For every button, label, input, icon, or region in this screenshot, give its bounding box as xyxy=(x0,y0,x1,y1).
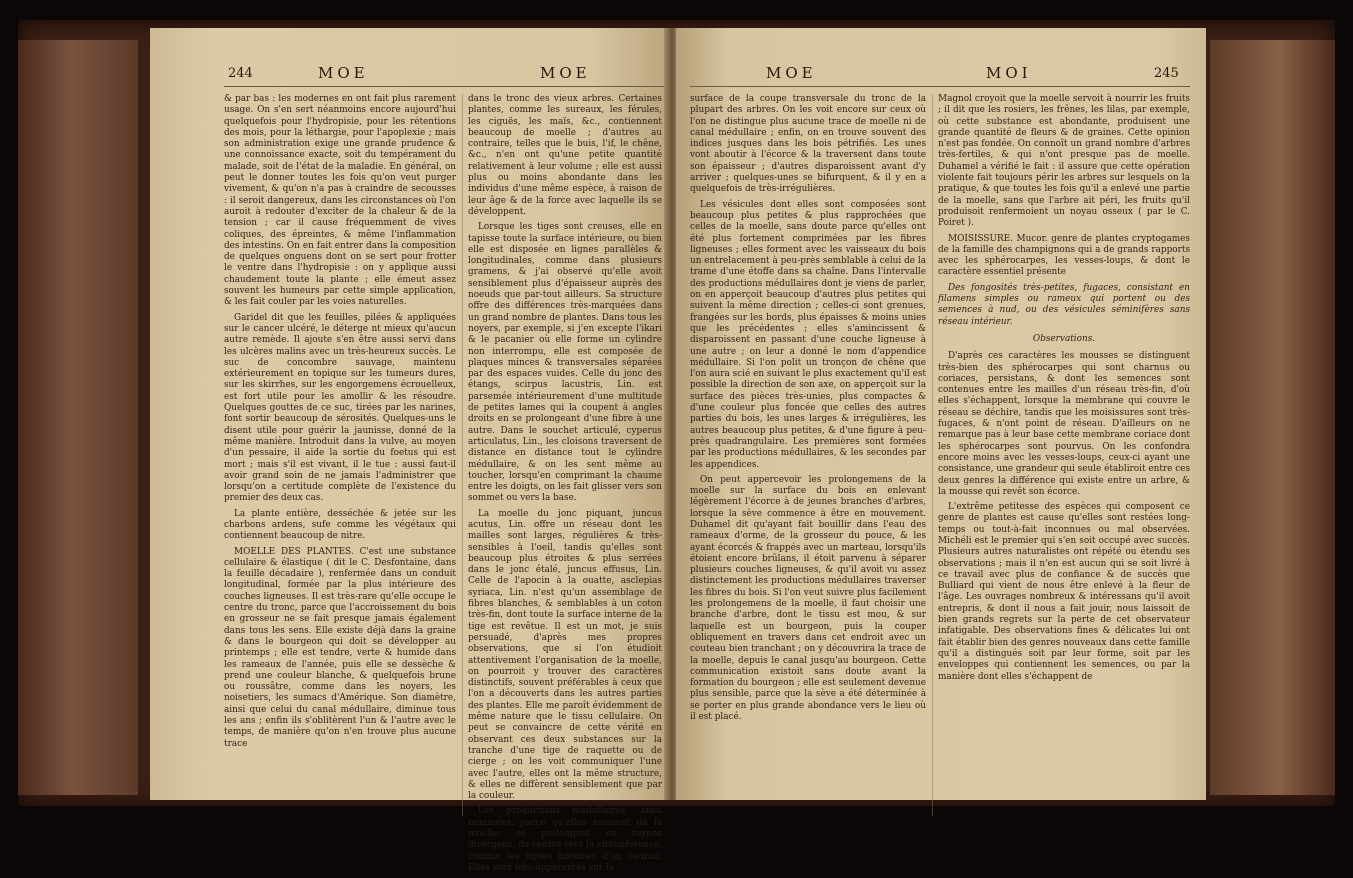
page-edges-right xyxy=(1210,40,1335,795)
paragraph: & par bas : les modernes en ont fait plus rarement usage. On s'en sert néanmoins encore aujourd'hui quelquefois pour l'hydropisie, pour les rétentions des mois, pour la léthargie, pour l'apoplexie ; mais son administration exige une grande prudence & une connoissance exacte, soit du tempérament du malade, soit de l'état de la maladie. En général, on peut le donner toutes les fois qu'on veut purger vivement, & qu'on n'a pas à craindre de secousses : il seroit dangereux, dans les circonstances où l'on auroit à redouter d'exciter de la chaleur & de la tension ; car il cause fréquemment de vives coliques, des épreintes, & même l'inflammation des intestins. On en fait entrer dans la composition de quelques onguens dont on se sert pour frotter le ventre dans l'hydropisie : on y applique aussi chaudement toute la plante ; elle émeut assez souvent les humeurs par cette simple application, & les fait couler par les voies naturelles. xyxy=(224,94,456,308)
page-edges-left xyxy=(18,40,138,795)
paragraph: Lorsque les tiges sont creuses, elle en tapisse toute la surface intérieure, ou bien elle est disposée en lignes parallèles & longitudinales, comme dans plusieurs gramens, & j'ai observé qu'elle avoit sensiblement plus d'épaisseur auprès des noeuds que par-tout ailleurs. Sa structure offre des différences très-marquées dans un grand nombre de plantes. Dans tous les noyers, par exemple, si j'en excepte l'ikari & le pacanier où elle forme un cylindre non interrompu, elle est composée de plaques minces & transversales séparées par des espaces vuides. Celle du jonc des étangs, scirpus lacustris, Lin. est parsemée intérieurement d'une multitude de petites lames qui la coupent à angles droits en se prolongeant d'une fibre à une autre. Dans le souchet articulé, cyperus articulatus, Lin., les cloisons traversent de distance en distance tout le cylindre médullaire, & on les sent même au toucher, lorsqu'en comprimant la chaume entre les doigts, on les fait glisser vers son sommet ou vers la base. xyxy=(468,222,662,504)
left-page xyxy=(150,28,670,873)
paragraph: L'extrême petitesse des espèces qui composent ce genre de plantes est cause qu'elles sont restées long-temps ou tout-à-fait inconnues ou mal observées. Michéli est le premier qui s'en soit occupé avec succès. Plusieurs autres naturalistes ont répété ou étendu ses observations ; mais il n'en est aucun qui se soit livré à ce travail avec plus de confiance & de succès que Bulliard qui vient de nous être enlevé à la fleur de l'âge. Les ouvrages nombreux & intéressans qu'il avoit entrepris, & dont il nous a fait jouir, nous laissoit de bien grands regrets sur la perte de cet observateur infatigable. Des observations fines & délicates lui ont fait établir bien des genres nouveaux dans cette famille qu'il a distingués soit par leur forme, soit par les enveloppes qui contiennent les semences, ou par la manière dont elles s'échappent de xyxy=(938,502,1190,682)
right-running-head-2: MOI xyxy=(986,64,1032,82)
section-heading: Observations. xyxy=(1032,333,1096,344)
paragraph: La plante entière, desséchée & jetée sur les charbons ardens, sufe comme les végétaux qui contiennent beaucoup de nitre. xyxy=(224,508,456,542)
left-column-2 xyxy=(468,94,662,878)
paragraph: Garidel dit que les feuilles, pilées & appliquées sur le cancer ulcéré, le déterge nt mieux qu'aucun autre remède. Il ajoute s'en être aussi servi dans les ulcères malins avec un très-heureux succès. Le suc de concombre sauvage, maintenu extérieurement en topique sur les tumeurs dures, sur les skirrhes, sur les engorgemens écrouelleux, est fort utile pour les amollir & les résoudre. Quelques gouttes de ce suc, tirées par les narines, font sortir beaucoup de sérosités. Quelques-uns le disent utile pour guérir la jaunisse, donné de la même manière. Introduit dans la vulve, au moyen d'un pessaire, il aide la sortie du foetus qui est mort ; mais s'il est vivant, il le tue : aussi faut-il avoir grand soin de ne jamais l'administrer que lorsqu'on a certitude complète de l'existence du premier des deux cas. xyxy=(224,312,456,504)
left-column-1 xyxy=(224,94,456,754)
paragraph: Les vésicules dont elles sont composées sont beaucoup plus petites & plus rapprochées que celles de la moelle, sans doute parce qu'elles ont été plus fortement comprimées par les fibres ligneuses ; elles forment avec les vaisseaux du bois un entrelacement à peu-près semblable à celui de la trame d'une étoffe dans sa chaîne. Dans l'intervalle des productions médullaires dont je viens de parler, on en apperçoit beaucoup d'autres plus petites qui suivent la même direction ; celles-ci sont grenues, frangées sur les bords, plus épaisses & moins unies que les précédentes ; elles s'amincissent & disparoissent en passant d'une couche ligneuse à une autre ; on leur a donné le nom d'appendice médullaire. Si l'on polit un tronçon de chêne que l'on aura scié en suivant le plus exactement qu'il est possible la direction de son axe, on apperçoit sur la surface des pièces très-unies, plus compactes & d'une couleur plus foncée que celles des autres parties du bois, les unes larges & irrégulières, les autres beaucoup plus petites, & d'une figure à peu-près quadrangulaire. Les premières sont formées par les productions médullaires, & les secondes par les appendices. xyxy=(690,199,926,470)
right-column-1 xyxy=(690,94,926,727)
paragraph: Les productions médullaires, ainsi nommées, parce qu'elles naissent de la moelle, se prolongent en rayons divergens, du centre vers la circonférence, comme les lignes horaires d'un cadran. Elles sont très-apparentes sur la xyxy=(468,806,662,873)
left-page-number: 244 xyxy=(228,66,253,81)
paragraph: Magnol croyoit que la moelle servoit à nourrir les fruits ; il dit que les rosiers, les frênes, les lilas, par exemple, où cette substance est abondante, produisent une grande quantité de fleurs & de graines. Cette opinion n'est pas fondée. On connoît un grand nombre d'arbres très-fertiles, & qui n'ont presque pas de moelle. Duhamel a vérifié le fait : il assure que cette opération violente fait toujours périr les arbres sur lesquels on la pratique, & que toutes les fois qu'il a enlevé une partie de la moelle, sans que l'arbre ait péri, les fruits qu'il produisoit renfermoient un noyau osseux ( par le C. Poiret ). xyxy=(938,94,1190,229)
paragraph: surface de la coupe transversale du tronc de la plupart des arbres. On les voit encore sur ceux où l'on ne distingue plus aucune trace de moelle ni de canal médullaire ; enfin, on en trouve souvent des indices jusques dans les bois pétrifiés. Les unes vont aboutir à l'écorce & la traversent dans toute son épaisseur ; d'autres disparoissent avant d'y arriver ; quelques-unes se bifurquent, & il y en a quelquefois de très-irrégulières. xyxy=(690,94,926,195)
right-running-head-1: MOE xyxy=(766,64,817,82)
paragraph: D'après ces caractères les mousses se distinguent très-bien des sphérocarpes qui sont charnus ou coriaces, persistans, & dont les semences sont contenues entre les mailles d'un réseau très-fin, d'où elles s'échappent, lorsque la membrane qui couvre le réseau se déchire, tandis que les moisissures sont très-fugaces, & n'ont point de réseau. D'ailleurs on ne remarque pas à leur base cette membrane coriace dont les sphérocarpes sont pourvus. On les confondra encore moins avec les vesses-loups, ceux-ci ayant une consistance, une grandeur qui seule établiroit entre ces deux genres la différence qui existe entre un arbre, & la mousse qui revêt son écorce. xyxy=(938,351,1190,497)
column-separator xyxy=(932,94,933,816)
column-separator xyxy=(462,94,463,816)
right-page-number: 245 xyxy=(1154,66,1179,81)
left-running-head-1: MOE xyxy=(318,64,369,82)
paragraph: MOELLE DES PLANTES. C'est une substance cellulaire & élastique ( dit le C. Desfontaine, dans la feuille décadaire ), renfermée dans un conduit longitudinal, formée par la plus intérieure des couches ligneuses. Il est très-rare qu'elle occupe le centre du tronc, parce que l'accroissement du bois en grosseur ne se fait presque jamais également dans tous les sens. Elle existe déjà dans la graine & dans le bourgeon qui doit se développer au printemps ; elle est tendre, verte & humide dans les rameaux de l'année, puis elle se dessèche & prend une couleur blanche, & quelquefois brune ou roussâtre, comme dans les noyers, les noisetiers, les sumacs d'Amérique. Son diamètre, ainsi que celui du canal médullaire, diminue tous les ans ; enfin ils s'oblitèrent l'un & l'autre avec le temps, de manière qu'on n'en trouve plus aucune trace xyxy=(224,546,456,749)
paragraph: La moelle du jonc piquant, juncus acutus, Lin. offre un réseau dont les mailles sont larges, régulières & très-sensibles à l'oeil, tandis qu'elles sont beaucoup plus étroites & plus serrées dans le jonc étalé, juncus effusus, Lin. Celle de l'apocin à la ouatte, asclepias syriaca, Lin. n'est qu'un assemblage de fibres blanches, & semblables à un coton très-fin, dont toute la surface interne de la tige est revêtue. Il est un mot, je suis persuadé, d'après mes propres observations, que si l'on étudioit attentivement l'organisation de la moelle, on pourroit y trouver des caractères distinctifs, souvent préférables à ceux que l'on a découverts dans les autres parties des plantes. Elle me paroît évidemment de même nature que le tissu cellulaire. On peut se convaincre de cette vérité en observant ces deux substances sur la tranche d'une tige de raquette ou de cierge ; on les voit communiquer l'une avec l'autre, elles ont la même structure, & elles ne diffèrent sensiblement que par la couleur. xyxy=(468,508,662,802)
right-head-rule xyxy=(690,86,1190,87)
left-running-head-2: MOE xyxy=(540,64,591,82)
left-head-rule xyxy=(224,86,664,87)
paragraph: dans le tronc des vieux arbres. Certaines plantes, comme les sureaux, les férules, les ciguës, les maïs, &c., contiennent beaucoup de moelle ; d'autres au contraire, telles que le buis, l'if, le chêne, &c., n'en ont qu'une petite quantité relativement à leur volume ; elle est aussi plus ou moins abondante dans les individus d'une même espèce, à raison de leur âge & de la force avec laquelle ils se développent. xyxy=(468,94,662,217)
paragraph: MOISISSURE. Mucor. genre de plantes cryptogames de la famille des champignons qui a de grands rapports avec les sphérocarpes, les vesses-loups, & dont le caractère essentiel présente xyxy=(938,233,1190,278)
right-page xyxy=(676,28,1206,800)
right-column-2 xyxy=(938,94,1190,687)
paragraph: Des fongosités très-petites, fugaces, consistant en filamens simples ou rameux qui portent ou des semences à nud, ou des vésicules séminifères sans réseau intérieur. xyxy=(938,282,1190,327)
paragraph: On peut appercevoir les prolongemens de la moelle sur la surface du bois en enlevant légèrement l'écorce à de jeunes branches d'arbres, lorsque la sève commence à être en mouvement. Duhamel dit qu'ayant fait bouillir dans l'eau des rameaux d'orme, de la grosseur du pouce, & les ayant écorcés & frappés avec un marteau, lorsqu'ils étoient encore brûlans, il étoit parvenu à séparer plusieurs couches ligneuses, & qu'il avoit vu assez distinctement les productions médullaires traverser les fibres du bois. Si l'on veut suivre plus facilement les prolongemens de la moelle, il faut choisir une branche d'arbre, dont le tissu est mou, & sur laquelle est un bourgeon, puis la couper obliquement en travers dans cet endroit avec un couteau bien tranchant ; on y découvrira la trace de la moelle, depuis le canal jusqu'au bourgeon. Cette communication existoit sans doute avant la formation du bourgeon ; elle est seulement devenue plus sensible, parce que la sève a été déterminée à se porter en plus grande abondance vers le lieu où il est placé. xyxy=(690,474,926,723)
